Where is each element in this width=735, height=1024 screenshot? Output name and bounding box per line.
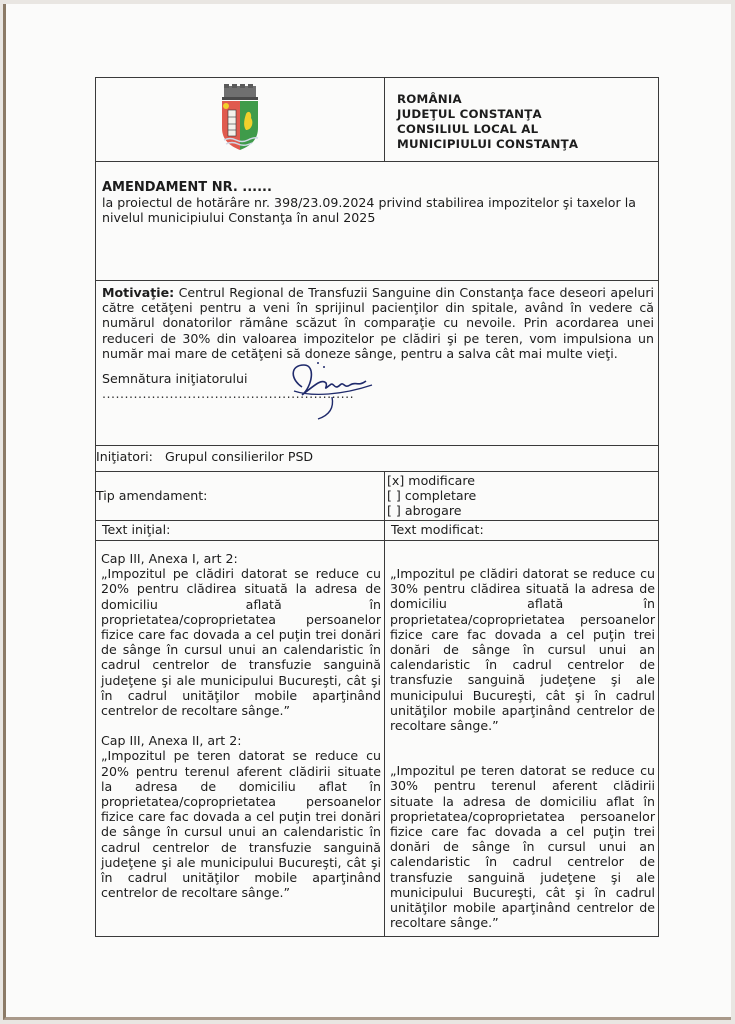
modified-text-section-2: „Impozitul pe teren datorat se reduce cu 30% pentru terenul aferent clădirii situate la adresa de domiciliu aflat în proprietatea/coproprietatea persoanelor fizice care fac dovada a cel puţin trei donări de sânge în cursul unui an calendaristic în cadrul centrelor de transfuzie sanguină judeţene şi ale municipului Bucureşti, cât şi în cadrul unităţilor mobile aparţinând centrelor de recoltare sânge.” [390, 763, 655, 931]
amendment-cell [96, 162, 659, 281]
initial-text-column [96, 541, 385, 937]
header-county: JUDEŢUL CONSTANŢA [397, 107, 542, 121]
checkbox-empty-icon: [ ] [387, 503, 401, 519]
text-header-row [96, 521, 659, 541]
section-reference: Cap III, Anexa I, art 2: [101, 551, 238, 566]
amendment-type-options [385, 472, 659, 521]
header-municipality: MUNICIPIULUI CONSTANŢA [397, 137, 579, 151]
motivation-cell [96, 281, 659, 446]
checkbox-checked-icon: [x] [387, 473, 405, 488]
motivation-text: Centrul Regional de Transfuzii Sanguine din Constanţa face deseori apeluri către cetăţeni pentru a veni în sprijinul pacienţilor din spitale, având în vedere că numărul donatorilor rămâne scăzut în comparaţie cu nevoile. Prin acordarea unei reduceri de 30% din valoarea impozitelor pe clădiri şi pe teren, vom impulsiona un număr mai mare de cetăţeni să doneze sânge, pentru a salva cât mai multe vieţi. [102, 285, 654, 361]
amendment-type-row [96, 472, 659, 521]
amendment-row [96, 162, 659, 281]
modified-text-header: Text modificat: [385, 521, 659, 541]
initiators-label: Iniţiatori: [96, 449, 153, 464]
modified-text-section-1: „Impozitul pe clădiri datorat se reduce cu 30% pentru clădirea situată la adresa de domiciliu aflată în proprietatea/coproprietatea persoanelor fizice care fac dovada a cel puţin trei donări de sânge în cursul unui an calendaristic în cadrul centrelor de transfuzie sanguină judeţene şi ale municipului Bucureşti, cât şi în cadrul unităţilor mobile aparţinând centrelor de recoltare sânge.” [390, 566, 655, 734]
initial-text-section-2: „Impozitul pe teren datorat se reduce cu 20% pentru terenul aferent clădirii situate la adresa de domiciliu aflat în proprietatea/coproprietatea persoanelor fizice care fac dovada a cel puţin trei donări de sânge în cursul unui an calendaristic în cadrul centrelor de transfuzie sanguină judeţene şi ale municipului Bucureşti, cât şi în cadrul unităţilor mobile aparţinând centrelor de recoltare sânge.” [101, 748, 381, 901]
amendment-form [95, 77, 659, 937]
header-country: ROMÂNIA [397, 92, 462, 106]
motivation-row [96, 281, 659, 446]
amendment-type-label: Tip amendament: [96, 472, 385, 521]
text-body-row [96, 541, 659, 937]
initial-text-header: Text iniţial: [96, 521, 385, 541]
motivation-label: Motivaţie: [102, 285, 175, 300]
signature-line: ........................................................ [102, 386, 355, 402]
initial-text-section-1: „Impozitul pe clădiri datorat se reduce cu 20% pentru clădirea situată la adresa de domiciliu aflată în proprietatea/coproprietatea persoanelor fizice care fac dovada a cel puţin trei donări de sânge în cursul unui an calendaristic în cadrul centrelor de transfuzie sanguină judeţene şi ale municipului Bucureşti, cât şi în cadrul unităţilor mobile aparţinând centrelor de recoltare sânge.” [101, 566, 381, 719]
option-label: completare [404, 488, 477, 504]
crest-cell [96, 78, 385, 162]
initiators-row [96, 446, 659, 472]
signature-label: Semnătura iniţiatorului [102, 371, 248, 387]
option-label: abrogare [404, 503, 462, 519]
option-abrogare [387, 503, 658, 518]
signature-block [102, 371, 654, 401]
document-page [3, 4, 731, 1020]
section-reference: Cap III, Anexa II, art 2: [101, 733, 242, 749]
amendment-subtitle: la proiectul de hotărâre nr. 398/23.09.2024 privind stabilirea impozitelor şi taxelor la nivelul municipiului Constanţa în anul 2025 [102, 195, 636, 226]
crown-icon [222, 84, 258, 100]
initiators-value: Grupul consilierilor PSD [164, 449, 314, 464]
coat-of-arms-icon [218, 84, 262, 152]
initiators-cell [96, 446, 659, 472]
handwritten-signature-icon [272, 357, 382, 437]
header-council: CONSILIUL LOCAL AL [397, 122, 539, 136]
modified-text-column [385, 541, 659, 937]
motivation-paragraph [102, 285, 654, 361]
institution-header [385, 78, 659, 162]
option-modificare [387, 473, 658, 488]
header-row [96, 78, 659, 162]
checkbox-empty-icon: [ ] [387, 488, 401, 504]
option-label: modificare [408, 473, 475, 488]
option-completare [387, 488, 658, 503]
amendment-title: AMENDAMENT NR. ...... [102, 180, 272, 195]
